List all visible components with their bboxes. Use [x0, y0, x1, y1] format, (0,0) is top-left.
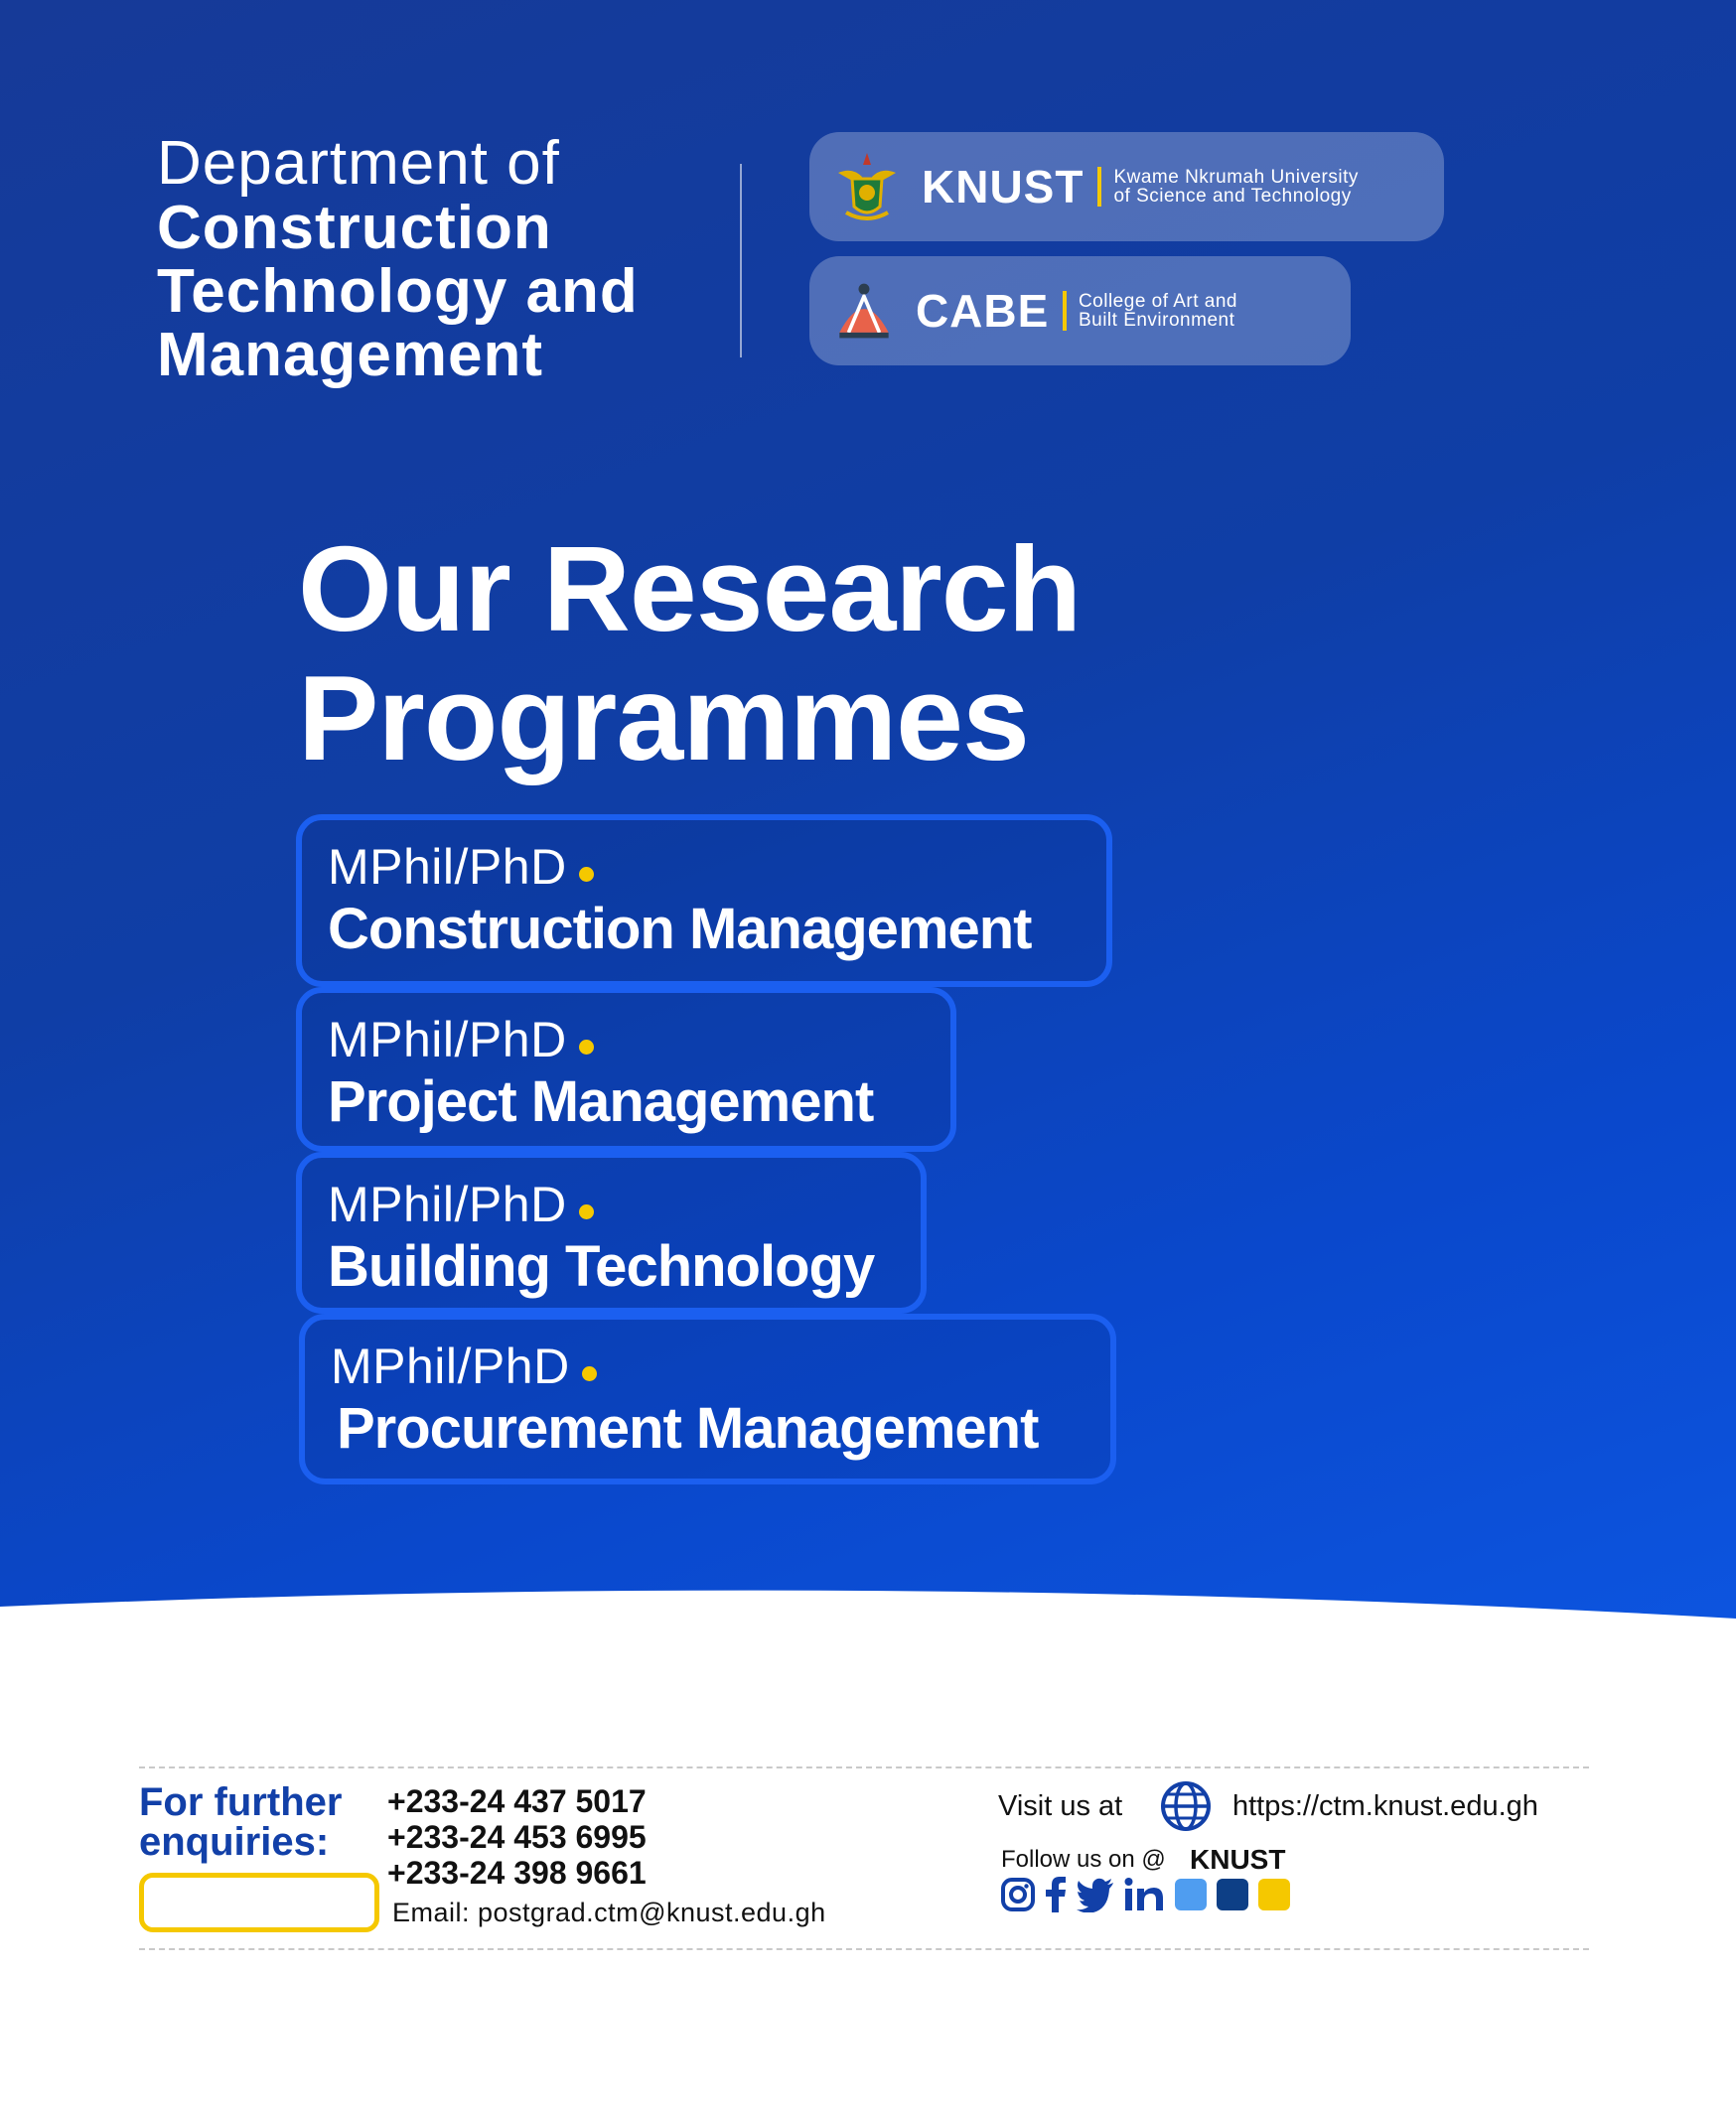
follow-handle[interactable]: KNUST	[1190, 1844, 1286, 1875]
knust-abbr: KNUST	[922, 161, 1085, 212]
phone-number[interactable]: +233-24 398 9661	[387, 1855, 647, 1891]
highlight-box	[139, 1873, 379, 1932]
instagram-icon[interactable]	[1000, 1877, 1036, 1912]
programme-level-text: MPhil/PhD	[328, 1012, 567, 1067]
programme-level-text: MPhil/PhD	[331, 1339, 570, 1394]
phone-numbers	[387, 1783, 647, 1891]
phone-number[interactable]: +233-24 437 5017	[387, 1783, 647, 1819]
footer-top-divider	[139, 1766, 1589, 1768]
programme-name: Project Management	[328, 1069, 874, 1134]
website-link[interactable]: https://ctm.knust.edu.gh	[1232, 1790, 1538, 1822]
knust-separator	[1097, 167, 1101, 207]
bullet-dot	[579, 1040, 594, 1055]
linkedin-icon[interactable]	[1123, 1877, 1167, 1912]
programme-level	[328, 1011, 594, 1068]
programme-level-text: MPhil/PhD	[328, 1177, 567, 1232]
knust-name-line-2: of Science and Technology	[1113, 186, 1352, 207]
color-swatch-dark-blue	[1217, 1879, 1248, 1910]
bullet-dot	[579, 1204, 594, 1219]
facebook-icon[interactable]	[1044, 1877, 1068, 1912]
knust-name-line-1: Kwame Nkrumah University	[1113, 167, 1359, 188]
dept-line-4: Management	[157, 321, 543, 389]
cabe-abbr: CABE	[915, 285, 1050, 337]
knust-logo-badge	[809, 132, 1444, 241]
bullet-dot	[582, 1366, 597, 1381]
programme-level	[328, 838, 594, 896]
department-name	[157, 131, 639, 387]
programme-level	[331, 1338, 597, 1395]
programme-card-construction-management	[296, 814, 1112, 987]
phone-number[interactable]: +233-24 453 6995	[387, 1819, 647, 1855]
title-line-2: Programmes	[298, 650, 1029, 785]
twitter-icon[interactable]	[1076, 1877, 1115, 1912]
dept-line-1: Department of	[157, 129, 560, 198]
color-swatch-light-blue	[1175, 1879, 1207, 1910]
follow-label: Follow us on @	[1001, 1846, 1166, 1873]
programme-level-text: MPhil/PhD	[328, 839, 567, 895]
dept-line-3: Technology and	[157, 257, 639, 326]
enquiries-heading	[139, 1782, 342, 1862]
cabe-name-line-1: College of Art and	[1078, 291, 1237, 312]
social-links	[1000, 1877, 1300, 1912]
visit-label: Visit us at	[998, 1790, 1123, 1822]
programme-card-project-management	[296, 987, 956, 1152]
cabe-logo-badge	[809, 256, 1351, 365]
color-swatch-yellow	[1258, 1879, 1290, 1910]
programme-card-procurement-management	[299, 1314, 1116, 1484]
enquiries-line-1: For further	[139, 1780, 343, 1824]
enquiries-line-2: enquiries:	[139, 1820, 330, 1864]
footer-bottom-divider	[139, 1948, 1589, 1950]
programme-name: Procurement Management	[337, 1396, 1039, 1461]
cabe-logo-icon	[832, 273, 896, 349]
globe-icon	[1159, 1779, 1213, 1833]
page-title	[298, 521, 1082, 785]
cabe-name-line-2: Built Environment	[1078, 310, 1235, 331]
bullet-dot	[579, 867, 594, 882]
programme-level	[328, 1176, 594, 1233]
knust-full-name	[1113, 168, 1411, 206]
email-contact[interactable]: Email: postgrad.ctm@knust.edu.gh	[392, 1898, 826, 1927]
programme-name: Building Technology	[328, 1234, 875, 1299]
header-divider	[740, 164, 742, 357]
wave-divider	[0, 1569, 1736, 1688]
cabe-full-name	[1079, 292, 1351, 330]
title-line-1: Our Research	[298, 521, 1082, 656]
programme-card-building-technology	[296, 1152, 927, 1314]
dept-line-2: Construction	[157, 194, 552, 262]
cabe-separator	[1063, 291, 1067, 331]
programme-name: Construction Management	[328, 897, 1032, 961]
knust-crest-icon	[832, 149, 902, 224]
